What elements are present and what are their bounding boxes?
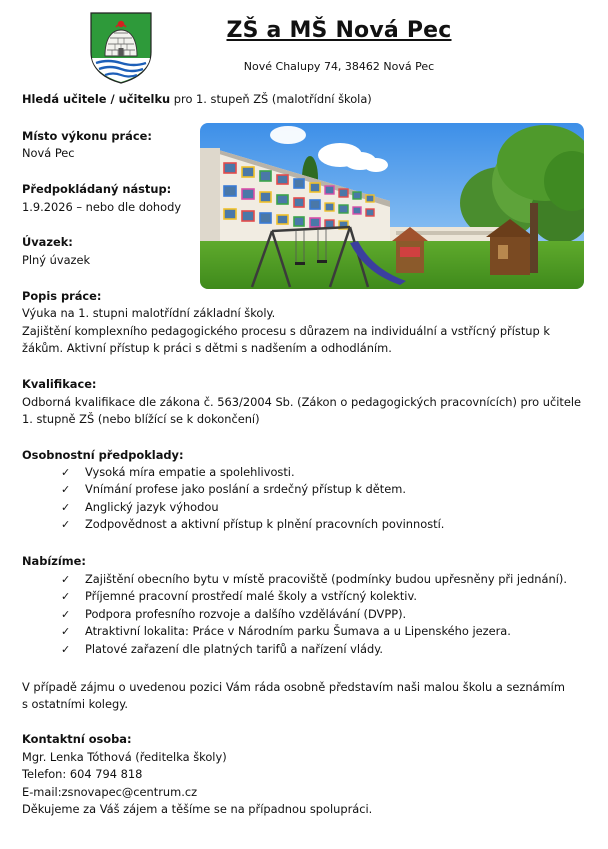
list-item: ✓ Anglický jazyk výhodou [61, 499, 444, 516]
description-line: Zajištění komplexního pedagogického procesu s důrazem na individuální a vstřícný přístup k [22, 324, 550, 338]
contact-phone[interactable]: Telefon: 604 794 818 [22, 767, 143, 781]
offer-label: Nabízíme: [22, 554, 86, 568]
list-item: ✓ Platové zařazení dle platných tarifů a nařízení vlády. [61, 641, 567, 658]
list-item: ✓ Atraktivní lokalita: Práce v Národním parku Šumava a u Lipenského jezera. [61, 623, 567, 640]
checkmark-icon: ✓ [61, 500, 71, 514]
checkmark-icon: ✓ [61, 590, 71, 604]
load-label: Úvazek: [22, 235, 73, 249]
contact-label: Kontaktní osoba: [22, 732, 132, 746]
contact-email[interactable]: E-mail:zsnovapec@centrum.cz [22, 785, 198, 799]
checkmark-icon: ✓ [61, 607, 71, 621]
list-item: ✓ Vysoká míra empatie a spolehlivosti. [61, 464, 444, 481]
place-value: Nová Pec [22, 146, 75, 160]
description-line: Výuka na 1. stupni malotřídní základní školy. [22, 306, 276, 320]
personal-label: Osobnostní předpoklady: [22, 448, 184, 462]
checkmark-icon: ✓ [61, 573, 71, 586]
place-label: Místo výkonu práce: [22, 129, 152, 143]
description-label: Popis práce: [22, 289, 102, 303]
checkmark-icon: ✓ [61, 483, 71, 497]
list-item: ✓ Zajištění obecního bytu v místě pracoviště (podmínky budou upřesněny při jednání). [61, 571, 567, 588]
qualification-line: Odborná kvalifikace dle zákona č. 563/2004 Sb. (Zákon o pedagogických pracovnících) pro učitele [22, 395, 582, 409]
start-value: 1.9.2026 – nebo dle dohody [22, 200, 182, 214]
checkmark-icon: ✓ [61, 518, 71, 532]
list-item: ✓ Zodpovědnost a aktivní přístup k plnění pracovních povinností. [61, 516, 444, 533]
closing-line: V případě zájmu o uvedenou pozici Vám ráda osobně představím naši malou školu a seznámím [22, 680, 565, 694]
school-building-playground-photo [200, 123, 584, 289]
description-line: žákům. Aktivní přístup k práci s dětmi s nadšením a odhodláním. [22, 341, 392, 355]
school-address: Nové Chalupy 74, 38462 Nová Pec [243, 60, 435, 73]
list-item: ✓ Vnímání profese jako poslání a srdečný přístup k dětem. [61, 481, 444, 498]
personal-list [61, 464, 444, 534]
load-value: Plný úvazek [22, 253, 91, 267]
thanks-line: Děkujeme za Váš zájem a těšíme se na případnou spolupráci. [22, 802, 373, 816]
list-item: ✓ Podpora profesního rozvoje a dalšího vzdělávání (DVPP). [61, 606, 567, 623]
checkmark-icon: ✓ [61, 466, 71, 479]
intro-rest: pro 1. stupeň ZŠ (malotřídní škola) [170, 92, 372, 106]
checkmark-icon: ✓ [61, 625, 71, 639]
offer-list [61, 571, 567, 658]
start-label: Předpokládaný nástup: [22, 182, 172, 196]
intro-bold: Hledá učitele / učitelku [22, 92, 171, 106]
intro-line [22, 91, 372, 108]
qualification-label: Kvalifikace: [22, 377, 97, 391]
qualification-line: 1. stupně ZŠ (nebo blížící se k dokončení) [22, 412, 260, 426]
page-title: ZŠ a MŠ Nová Pec [226, 18, 452, 43]
closing-line: s ostatními kolegy. [22, 697, 128, 711]
checkmark-icon: ✓ [61, 642, 71, 656]
list-item: ✓ Příjemné pracovní prostředí malé školy a vstřícný kolektiv. [61, 588, 567, 605]
contact-name: Mgr. Lenka Tóthová (ředitelka školy) [22, 750, 227, 764]
